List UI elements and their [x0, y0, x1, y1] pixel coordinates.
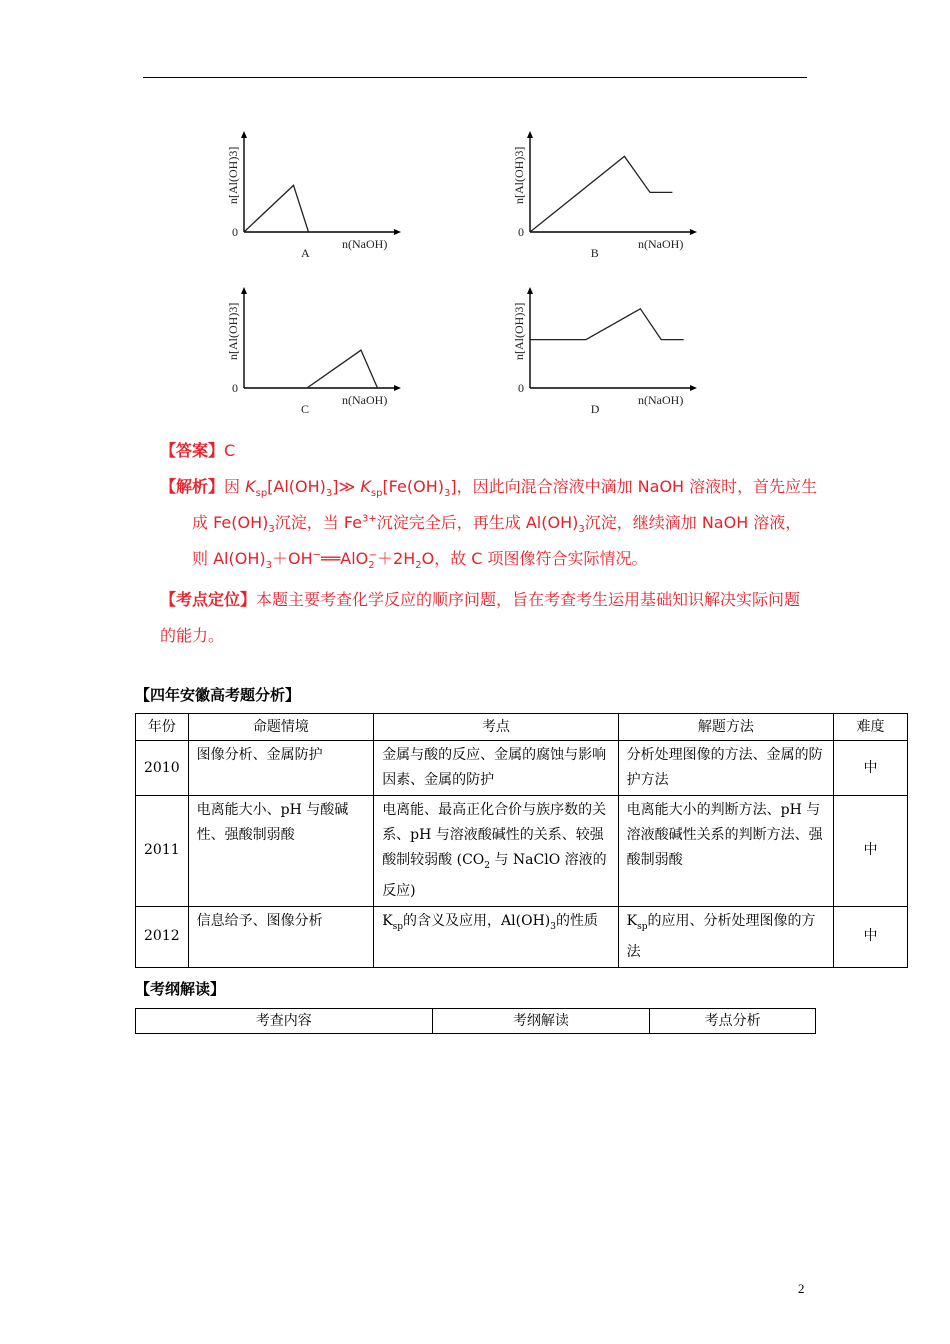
y-axis-label: n[Al(OH)3]	[512, 302, 526, 360]
cell-text: 与 NaClO 溶液的反应)	[382, 852, 607, 899]
chart-letter-label: D	[590, 402, 600, 416]
chart-c-svg	[224, 286, 414, 426]
y-axis-arrow	[241, 131, 247, 138]
x-axis-label: n(NaOH)	[638, 393, 684, 407]
x-axis-label: n(NaOH)	[638, 237, 684, 251]
cell-point: 金属与酸的反应、金属的腐蚀与影响因素、金属的防护	[374, 741, 618, 796]
cell-text: K	[626, 912, 638, 929]
chart-b-svg	[510, 130, 710, 270]
ksp-subscript: sp	[255, 488, 268, 500]
cell-context: 电离能大小、pH 与酸碱性、强酸制弱酸	[188, 796, 374, 907]
subscript: 2	[415, 560, 422, 572]
kaodian-tag: 【考点定位】	[160, 590, 257, 609]
cell-level: 中	[834, 906, 908, 967]
kaodian-line-2	[160, 623, 224, 646]
kaodian-text: 本题主要考查化学反应的顺序问题，旨在考查考生运用基础知识解决实际问题	[256, 590, 801, 609]
analysis-line-1	[160, 474, 817, 499]
superscript: −	[312, 549, 321, 561]
cell-year: 2010	[136, 741, 189, 796]
x-axis-arrow	[690, 385, 697, 391]
exam-analysis-table	[135, 713, 908, 968]
answer-tag: 【答案】	[160, 441, 225, 460]
x-axis-arrow	[690, 229, 697, 235]
cell-text: 电离能、最高正化合价与族序数的关系、pH 与溶液酸碱性的关系、较强酸制较弱酸 (CO	[382, 802, 607, 868]
ksp-symbol: K	[360, 477, 371, 496]
cell-context: 信息给予、图像分析	[188, 906, 374, 967]
table-row	[136, 906, 908, 967]
header-context: 命题情境	[188, 714, 374, 741]
header-method: 解题方法	[618, 714, 833, 741]
y-axis-arrow	[241, 287, 247, 294]
table-row	[136, 741, 908, 796]
analysis-text: ＋2H	[377, 549, 416, 568]
table-header-row	[136, 714, 908, 741]
cell-point	[374, 796, 618, 907]
chart-letter-label: C	[301, 402, 310, 416]
cell-level: 中	[834, 796, 908, 907]
table-header-row	[136, 1009, 816, 1034]
analysis-text: ]，因此向混合溶液中滴加 NaOH 溶液时，首先应生	[450, 477, 818, 496]
kaodian-text: 的能力。	[160, 626, 225, 645]
origin-label: 0	[518, 381, 524, 395]
page-number: 2	[798, 1281, 805, 1296]
subscript: sp	[637, 921, 648, 932]
subscript: 2	[484, 860, 491, 871]
y-axis-label: n[Al(OH)3]	[226, 146, 240, 204]
cell-year: 2012	[136, 906, 189, 967]
analysis-text: ══AlO	[321, 549, 369, 568]
subscript: 3	[265, 560, 272, 572]
analysis-text: ]≫	[332, 477, 361, 496]
analysis-text: 则 Al(OH)	[192, 549, 266, 568]
header-rule	[143, 77, 807, 78]
section-heading-analysis: 【四年安徽高考题分析】	[135, 686, 301, 704]
table-row	[136, 796, 908, 907]
cell-method: 分析处理图像的方法、金属的防护方法	[618, 741, 833, 796]
section-heading-syllabus: 【考纲解读】	[135, 980, 226, 998]
ksp-symbol: K	[245, 477, 256, 496]
chart-b	[510, 130, 710, 270]
analysis-text: 因	[224, 477, 246, 496]
analysis-text: O，故 C 项图像符合实际情况。	[421, 549, 648, 568]
subscript: 2	[368, 560, 375, 572]
cell-method	[618, 906, 833, 967]
x-axis-arrow	[394, 229, 401, 235]
kaodian-line-1	[160, 587, 800, 610]
analysis-text: 沉淀，当 Fe	[274, 513, 363, 532]
subscript: 3	[578, 524, 585, 536]
origin-label: 0	[518, 225, 524, 239]
chart-letter-label: B	[590, 246, 599, 260]
cell-text: 的应用、分析处理图像的方法	[626, 912, 816, 960]
analysis-text: [Fe(OH)	[382, 477, 444, 496]
chart-d-svg	[510, 286, 710, 426]
x-axis-label: n(NaOH)	[342, 237, 388, 251]
subscript: 3	[443, 488, 451, 500]
y-axis-arrow	[527, 287, 533, 294]
subscript: sp	[392, 921, 404, 932]
chart-c	[224, 286, 414, 426]
analysis-text: 沉淀，继续滴加 NaOH 溶液，	[584, 513, 802, 532]
cell-text: 的性质	[555, 912, 598, 929]
analysis-text: [Al(OH)	[267, 477, 326, 496]
header-analysis: 考点分析	[650, 1009, 816, 1034]
analysis-line-2	[192, 510, 801, 535]
cell-point	[374, 906, 618, 967]
chart-b-series-line	[530, 156, 672, 232]
origin-label: 0	[232, 225, 238, 239]
cell-method: 电离能大小的判断方法、pH 与溶液酸碱性关系的判断方法、强酸制弱酸	[618, 796, 833, 907]
cell-level: 中	[834, 741, 908, 796]
analysis-text: 沉淀完全后，再生成 Al(OH)	[376, 513, 579, 532]
subscript: 3	[268, 524, 275, 536]
chart-letter-label: A	[301, 246, 310, 260]
superscript: −	[368, 549, 378, 561]
analysis-text: ＋OH	[271, 549, 313, 568]
chart-d	[510, 286, 710, 426]
subscript: 3	[325, 488, 333, 500]
y-axis-arrow	[527, 131, 533, 138]
analysis-line-3	[192, 546, 648, 571]
header-level: 难度	[834, 714, 908, 741]
answer-value: C	[224, 441, 236, 460]
y-axis-label: n[Al(OH)3]	[226, 302, 240, 360]
y-axis-label: n[Al(OH)3]	[512, 146, 526, 204]
origin-label: 0	[232, 381, 238, 395]
answer-line	[160, 438, 235, 461]
chart-a	[224, 130, 414, 270]
chart-a-svg	[224, 130, 414, 270]
cell-text: K	[382, 912, 393, 929]
x-axis-label: n(NaOH)	[342, 393, 388, 407]
analysis-tag: 【解析】	[160, 477, 225, 496]
header-content: 考查内容	[136, 1009, 433, 1034]
header-syllabus: 考纲解读	[432, 1009, 650, 1034]
ksp-subscript: sp	[370, 488, 383, 500]
subscript: 3	[550, 921, 556, 932]
cell-text: 的含义及应用，Al(OH)	[403, 912, 551, 929]
analysis-text: 成 Fe(OH)	[192, 513, 269, 532]
cell-context: 图像分析、金属防护	[188, 741, 374, 796]
x-axis-arrow	[394, 385, 401, 391]
chart-a-series-line	[244, 185, 309, 232]
chart-c-series-line	[307, 350, 378, 388]
superscript: 3+	[362, 513, 377, 525]
chart-d-series-line	[530, 309, 684, 340]
syllabus-table	[135, 1008, 816, 1034]
header-year: 年份	[136, 714, 189, 741]
header-point: 考点	[374, 714, 618, 741]
cell-year: 2011	[136, 796, 189, 907]
